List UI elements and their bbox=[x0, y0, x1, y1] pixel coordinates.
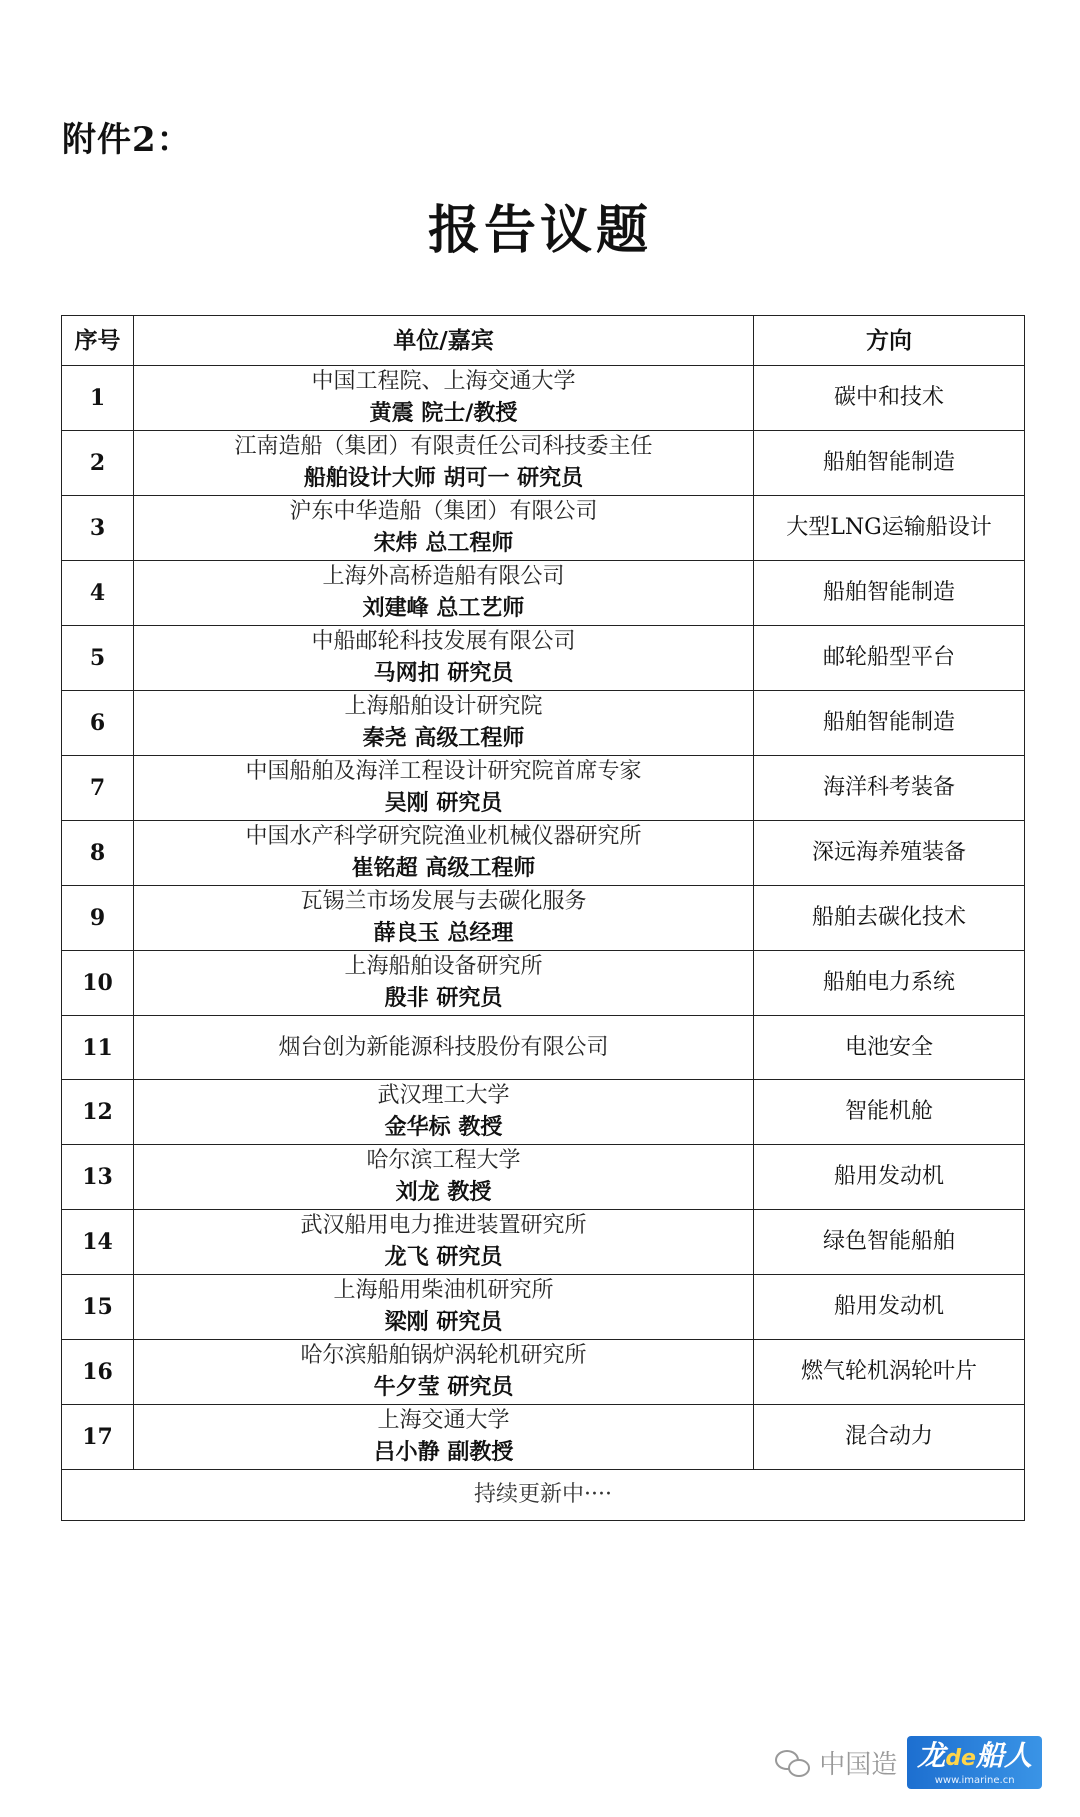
table-row bbox=[62, 561, 1025, 626]
table-row bbox=[62, 431, 1025, 496]
org-guest-cell bbox=[134, 1340, 754, 1405]
organization: 中国工程院、上海交通大学 bbox=[311, 369, 576, 394]
table-row bbox=[62, 1275, 1025, 1340]
guest-name: 崔铭超 高级工程师 bbox=[351, 856, 536, 881]
organization: 上海船用柴油机研究所 bbox=[333, 1278, 554, 1303]
organization: 哈尔滨船舶锅炉涡轮机研究所 bbox=[300, 1343, 587, 1368]
org-guest-cell bbox=[134, 496, 754, 561]
topic: 船舶智能制造 bbox=[754, 561, 1025, 626]
row-number: 17 bbox=[62, 1405, 134, 1470]
topic: 船舶智能制造 bbox=[754, 431, 1025, 496]
table-row bbox=[62, 951, 1025, 1016]
guest-name: 薛良玉 总经理 bbox=[373, 921, 514, 946]
guest-name: 马网扣 研究员 bbox=[373, 661, 514, 686]
topic: 船用发动机 bbox=[754, 1145, 1025, 1210]
agenda-table bbox=[61, 315, 1025, 1521]
organization: 上海船舶设计研究院 bbox=[344, 694, 543, 719]
table-row bbox=[62, 886, 1025, 951]
org-guest-cell bbox=[134, 431, 754, 496]
table-row bbox=[62, 1210, 1025, 1275]
table-row bbox=[62, 496, 1025, 561]
logo-url: www.imarine.cn bbox=[934, 1774, 1015, 1786]
guest-name: 刘建峰 总工艺师 bbox=[362, 596, 525, 621]
org-guest-cell bbox=[134, 756, 754, 821]
table-row bbox=[62, 1340, 1025, 1405]
org-guest-cell bbox=[134, 366, 754, 431]
topic: 电池安全 bbox=[754, 1016, 1025, 1080]
topic: 深远海养殖装备 bbox=[754, 821, 1025, 886]
org-guest-cell bbox=[134, 691, 754, 756]
topic: 船舶智能制造 bbox=[754, 691, 1025, 756]
guest-name: 秦尧 高级工程师 bbox=[362, 726, 525, 751]
organization: 哈尔滨工程大学 bbox=[366, 1148, 521, 1173]
org-guest-cell bbox=[134, 951, 754, 1016]
guest-name: 船舶设计大师 胡可一 研究员 bbox=[303, 466, 584, 491]
update-note: 持续更新中···· bbox=[62, 1470, 1025, 1521]
row-number: 6 bbox=[62, 691, 134, 756]
brand-logo: 龙de船人 www.imarine.cn bbox=[907, 1736, 1042, 1789]
topic: 邮轮船型平台 bbox=[754, 626, 1025, 691]
guest-name: 殷非 研究员 bbox=[384, 986, 503, 1011]
table-row bbox=[62, 1080, 1025, 1145]
table-row bbox=[62, 1016, 1025, 1080]
organization: 武汉理工大学 bbox=[377, 1083, 510, 1108]
table-row bbox=[62, 691, 1025, 756]
table-header-row bbox=[62, 316, 1025, 366]
organization: 瓦锡兰市场发展与去碳化服务 bbox=[300, 889, 587, 914]
organization: 上海交通大学 bbox=[377, 1408, 510, 1433]
topic: 海洋科考装备 bbox=[754, 756, 1025, 821]
guest-name: 宋炜 总工程师 bbox=[373, 531, 514, 556]
org-guest-cell bbox=[134, 1016, 754, 1080]
org-guest-cell bbox=[134, 1210, 754, 1275]
row-number: 13 bbox=[62, 1145, 134, 1210]
organization: 上海外高桥造船有限公司 bbox=[322, 564, 565, 589]
row-number: 2 bbox=[62, 431, 134, 496]
topic: 智能机舱 bbox=[754, 1080, 1025, 1145]
org-guest-cell bbox=[134, 821, 754, 886]
org-guest-cell bbox=[134, 1405, 754, 1470]
topic: 船用发动机 bbox=[754, 1275, 1025, 1340]
organization: 沪东中华造船（集团）有限公司 bbox=[289, 499, 598, 524]
organization: 烟台创为新能源科技股份有限公司 bbox=[278, 1034, 609, 1060]
org-guest-cell bbox=[134, 1145, 754, 1210]
row-number: 15 bbox=[62, 1275, 134, 1340]
org-guest-cell bbox=[134, 886, 754, 951]
guest-name: 吕小静 副教授 bbox=[373, 1440, 514, 1465]
table-row bbox=[62, 1405, 1025, 1470]
row-number: 9 bbox=[62, 886, 134, 951]
agenda-body bbox=[62, 366, 1025, 1470]
attachment-label: 附件2： bbox=[62, 120, 192, 160]
row-number: 1 bbox=[62, 366, 134, 431]
table-row bbox=[62, 626, 1025, 691]
row-number: 14 bbox=[62, 1210, 134, 1275]
table-row bbox=[62, 756, 1025, 821]
guest-name: 牛夕莹 研究员 bbox=[373, 1375, 514, 1400]
table-row bbox=[62, 1145, 1025, 1210]
table-row bbox=[62, 366, 1025, 431]
guest-name: 刘龙 教授 bbox=[395, 1180, 492, 1205]
guest-name: 龙飞 研究员 bbox=[384, 1245, 503, 1270]
organization: 江南造船（集团）有限责任公司科技委主任 bbox=[234, 434, 653, 459]
org-guest-cell bbox=[134, 1275, 754, 1340]
guest-name: 梁刚 研究员 bbox=[384, 1310, 503, 1335]
guest-name: 吴刚 研究员 bbox=[384, 791, 503, 816]
row-number: 12 bbox=[62, 1080, 134, 1145]
topic: 大型LNG运输船设计 bbox=[754, 496, 1025, 561]
wechat-icon bbox=[775, 1748, 809, 1776]
row-number: 5 bbox=[62, 626, 134, 691]
row-number: 16 bbox=[62, 1340, 134, 1405]
header-no: 序号 bbox=[62, 316, 134, 366]
row-number: 4 bbox=[62, 561, 134, 626]
topic: 碳中和技术 bbox=[754, 366, 1025, 431]
table-row bbox=[62, 821, 1025, 886]
row-number: 10 bbox=[62, 951, 134, 1016]
row-number: 8 bbox=[62, 821, 134, 886]
topic: 燃气轮机涡轮叶片 bbox=[754, 1340, 1025, 1405]
row-number: 3 bbox=[62, 496, 134, 561]
topic: 绿色智能船舶 bbox=[754, 1210, 1025, 1275]
page-title: 报告议题 bbox=[427, 200, 652, 261]
organization: 中国水产科学研究院渔业机械仪器研究所 bbox=[245, 824, 642, 849]
org-guest-cell bbox=[134, 1080, 754, 1145]
organization: 中国船舶及海洋工程设计研究院首席专家 bbox=[245, 759, 642, 784]
row-number: 11 bbox=[62, 1016, 134, 1080]
header-topic: 方向 bbox=[754, 316, 1025, 366]
watermark bbox=[775, 1737, 1042, 1787]
organization: 上海船舶设备研究所 bbox=[344, 954, 543, 979]
guest-name: 黄震 院士/教授 bbox=[369, 401, 518, 426]
guest-name: 金华标 教授 bbox=[384, 1115, 503, 1140]
topic: 船舶去碳化技术 bbox=[754, 886, 1025, 951]
organization: 武汉船用电力推进装置研究所 bbox=[300, 1213, 587, 1238]
watermark-text: 中国造 bbox=[819, 1749, 898, 1780]
topic: 船舶电力系统 bbox=[754, 951, 1025, 1016]
row-number: 7 bbox=[62, 756, 134, 821]
table-footer-row bbox=[62, 1470, 1025, 1521]
org-guest-cell bbox=[134, 561, 754, 626]
org-guest-cell bbox=[134, 626, 754, 691]
topic: 混合动力 bbox=[754, 1405, 1025, 1470]
header-org: 单位/嘉宾 bbox=[134, 316, 754, 366]
organization: 中船邮轮科技发展有限公司 bbox=[311, 629, 576, 654]
